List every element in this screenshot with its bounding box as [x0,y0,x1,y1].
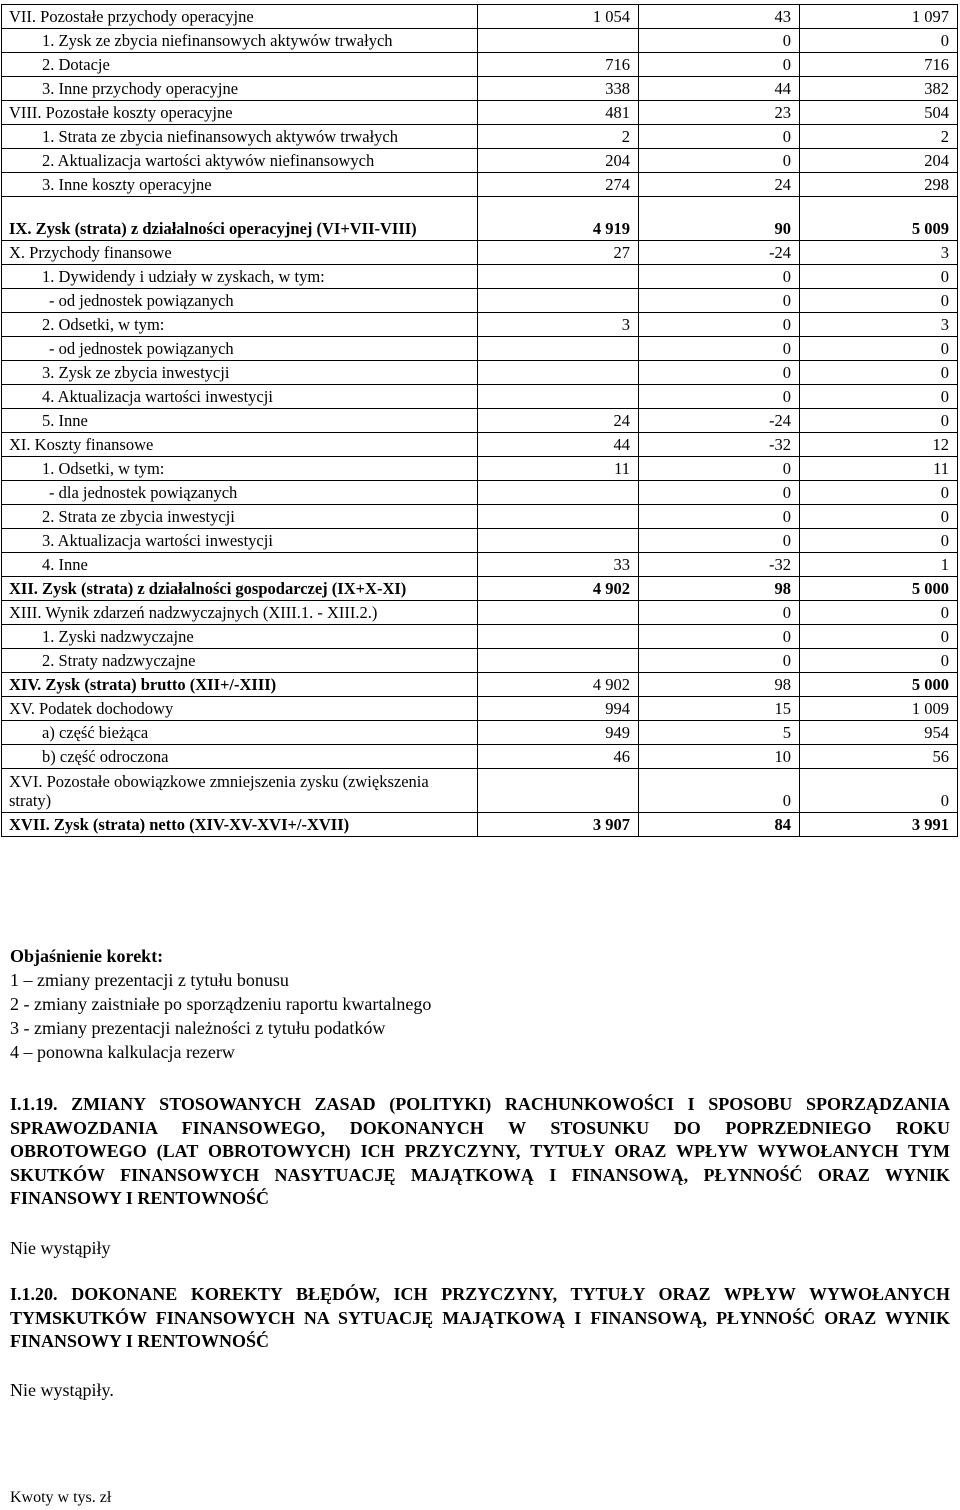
row-label: X. Przychody finansowe [2,241,478,265]
value-col-1: 338 [478,77,639,101]
value-col-1: 994 [478,697,639,721]
table-row [2,697,958,721]
table-row [2,813,958,837]
value-col-3: 0 [800,529,958,553]
value-col-1: 2 [478,125,639,149]
value-col-3: 0 [800,337,958,361]
value-col-3: 56 [800,745,958,769]
table-row [2,29,958,53]
value-col-1: 481 [478,101,639,125]
row-label: 1. Zyski nadzwyczajne [2,625,478,649]
note-item: 3 - zmiany prezentacji należności z tytułu podatków [10,1018,386,1038]
table-row [2,241,958,265]
row-label: - od jednostek powiązanych [2,337,478,361]
value-col-3: 298 [800,173,958,197]
table-row [2,409,958,433]
value-col-1: 4 902 [478,673,639,697]
value-col-2: -32 [639,553,800,577]
value-col-1 [478,625,639,649]
value-col-2: 0 [639,289,800,313]
row-label: 2. Odsetki, w tym: [2,313,478,337]
value-col-2: 0 [639,505,800,529]
table-row [2,721,958,745]
value-col-1: 44 [478,433,639,457]
value-col-3: 5 009 [800,197,958,241]
table-row [2,77,958,101]
row-label: b) część odroczona [2,745,478,769]
table-row [2,101,958,125]
value-col-1: 274 [478,173,639,197]
value-col-2: 0 [639,361,800,385]
value-col-3: 954 [800,721,958,745]
value-col-2: 5 [639,721,800,745]
row-label: XVI. Pozostałe obowiązkowe zmniejszenia zysku (zwiększenia straty) [2,769,478,813]
table-row [2,265,958,289]
row-label: 3. Zysk ze zbycia inwestycji [2,361,478,385]
row-label: 1. Strata ze zbycia niefinansowych aktywów trwałych [2,125,478,149]
value-col-1: 716 [478,53,639,77]
value-col-3: 5 000 [800,673,958,697]
value-col-3: 716 [800,53,958,77]
value-col-3: 0 [800,769,958,813]
value-col-2: -24 [639,241,800,265]
value-col-2: 10 [639,745,800,769]
value-col-1: 4 919 [478,197,639,241]
value-col-2: 0 [639,625,800,649]
table-row [2,125,958,149]
value-col-3: 0 [800,649,958,673]
value-col-1: 949 [478,721,639,745]
value-col-1 [478,769,639,813]
value-col-1: 4 902 [478,577,639,601]
note-item: 4 – ponowna kalkulacja rezerw [10,1042,235,1062]
value-col-2: 98 [639,577,800,601]
value-col-2: 44 [639,77,800,101]
table-row [2,457,958,481]
value-col-2: -24 [639,409,800,433]
row-label: - od jednostek powiązanych [2,289,478,313]
value-col-2: 0 [639,769,800,813]
value-col-3: 0 [800,409,958,433]
value-col-1 [478,29,639,53]
value-col-3: 0 [800,361,958,385]
row-label: - dla jednostek powiązanych [2,481,478,505]
note-item: 2 - zmiany zaistniałe po sporządzeniu raportu kwartalnego [10,994,432,1014]
table-row [2,745,958,769]
value-col-3: 1 009 [800,697,958,721]
row-label: XIII. Wynik zdarzeń nadzwyczajnych (XIII.1. - XIII.2.) [2,601,478,625]
table-row [2,601,958,625]
value-col-1 [478,529,639,553]
value-col-2: 0 [639,149,800,173]
table-row [2,361,958,385]
value-col-2: 23 [639,101,800,125]
value-col-3: 3 [800,241,958,265]
value-col-1 [478,361,639,385]
value-col-3: 504 [800,101,958,125]
table-row [2,5,958,29]
row-label: a) część bieżąca [2,721,478,745]
value-col-3: 0 [800,505,958,529]
value-col-3: 0 [800,385,958,409]
row-label: 1. Odsetki, w tym: [2,457,478,481]
value-col-2: 0 [639,29,800,53]
value-col-1 [478,505,639,529]
row-label: 2. Strata ze zbycia inwestycji [2,505,478,529]
value-col-1 [478,289,639,313]
table-row [2,53,958,77]
table-row [2,149,958,173]
row-label: 5. Inne [2,409,478,433]
value-col-1: 204 [478,149,639,173]
row-label: XIV. Zysk (strata) brutto (XII+/-XIII) [2,673,478,697]
value-col-3: 0 [800,289,958,313]
row-label: VII. Pozostałe przychody operacyjne [2,5,478,29]
row-label: 2. Aktualizacja wartości aktywów niefinansowych [2,149,478,173]
value-col-2: 0 [639,601,800,625]
table-row [2,769,958,813]
value-col-3: 3 [800,313,958,337]
notes-title: Objaśnienie korekt: [10,946,164,966]
table-row [2,313,958,337]
value-col-3: 0 [800,481,958,505]
row-label: VIII. Pozostałe koszty operacyjne [2,101,478,125]
value-col-3: 11 [800,457,958,481]
value-col-2: 15 [639,697,800,721]
row-label: 1. Dywidendy i udziały w zyskach, w tym: [2,265,478,289]
table-row [2,505,958,529]
value-col-1 [478,265,639,289]
row-label: IX. Zysk (strata) z działalności operacyjnej (VI+VII-VIII) [2,197,478,241]
value-col-2: 84 [639,813,800,837]
row-label: XVII. Zysk (strata) netto (XIV-XV-XVI+/-XVII) [2,813,478,837]
table-row [2,173,958,197]
value-col-3: 5 000 [800,577,958,601]
row-label: 1. Zysk ze zbycia niefinansowych aktywów trwałych [2,29,478,53]
value-col-1: 3 907 [478,813,639,837]
table-row [2,529,958,553]
value-col-2: 0 [639,313,800,337]
table-row [2,673,958,697]
section-1-19-body: Nie wystąpiły [10,1238,111,1258]
value-col-1: 1 054 [478,5,639,29]
value-col-2: 0 [639,481,800,505]
value-col-2: 24 [639,173,800,197]
value-col-1 [478,601,639,625]
value-col-3: 1 097 [800,5,958,29]
row-label: 4. Inne [2,553,478,577]
value-col-2: 0 [639,337,800,361]
table-row [2,553,958,577]
value-col-3: 2 [800,125,958,149]
row-label: 2. Dotacje [2,53,478,77]
section-1-19-heading: I.1.19. ZMIANY STOSOWANYCH ZASAD (POLITYKI) RACHUNKOWOŚCI I SPOSOBU SPORZĄDZANIA SPRAWOZDANIA FINANSOWEGO, DOKONANYCH W STOSUNKU DO POPRZEDNIEGO ROKU OBROTOWEGO (LAT OBROTOWYCH) ICH PRZYCZYNY, TYTUŁY ORAZ WPŁYW WYWOŁANYCH TYM SKUTKÓW FINANSOWYCH NASYTUACJĘ MAJĄTKOWĄ I FINANSOWĄ, PŁYNNOŚĆ ORAZ WYNIK FINANSOWY I RENTOWNOŚĆ [10,1094,950,1208]
table-row [2,385,958,409]
value-col-2: 0 [639,125,800,149]
value-col-3: 1 [800,553,958,577]
value-col-2: 0 [639,385,800,409]
value-col-3: 0 [800,601,958,625]
value-col-3: 0 [800,29,958,53]
value-col-1: 24 [478,409,639,433]
value-col-1: 33 [478,553,639,577]
currency-footer: Kwoty w tys. zł [10,1489,112,1506]
row-label: 2. Straty nadzwyczajne [2,649,478,673]
table-row [2,649,958,673]
row-label: 3. Inne przychody operacyjne [2,77,478,101]
value-col-2: 0 [639,529,800,553]
table-row [2,337,958,361]
value-col-1: 27 [478,241,639,265]
table-row [2,481,958,505]
value-col-2: 98 [639,673,800,697]
value-col-3: 382 [800,77,958,101]
financial-table [1,4,958,837]
value-col-2: 0 [639,649,800,673]
note-item: 1 – zmiany prezentacji z tytułu bonusu [10,970,289,990]
row-label: 3. Aktualizacja wartości inwestycji [2,529,478,553]
value-col-1 [478,385,639,409]
value-col-2: -32 [639,433,800,457]
row-label: XV. Podatek dochodowy [2,697,478,721]
table-row [2,289,958,313]
section-1-20-heading: I.1.20. DOKONANE KOREKTY BŁĘDÓW, ICH PRZYCZYNY, TYTUŁY ORAZ WPŁYW WYWOŁANYCH TYMSKUTKÓW FINANSOWYCH NA SYTUACJĘ MAJĄTKOWĄ I FINANSOWĄ, PŁYNNOŚĆ ORAZ WYNIK FINANSOWY I RENTOWNOŚĆ [10,1284,950,1351]
value-col-1 [478,649,639,673]
value-col-3: 0 [800,625,958,649]
value-col-1: 46 [478,745,639,769]
value-col-1 [478,337,639,361]
table-row [2,625,958,649]
table-row [2,433,958,457]
row-label: XI. Koszty finansowe [2,433,478,457]
value-col-2: 0 [639,457,800,481]
value-col-2: 43 [639,5,800,29]
value-col-3: 204 [800,149,958,173]
value-col-1 [478,481,639,505]
row-label: XII. Zysk (strata) z działalności gospodarczej (IX+X-XI) [2,577,478,601]
value-col-2: 90 [639,197,800,241]
value-col-2: 0 [639,265,800,289]
financial-table-body [2,5,958,837]
value-col-3: 12 [800,433,958,457]
row-label: 4. Aktualizacja wartości inwestycji [2,385,478,409]
value-col-1: 3 [478,313,639,337]
value-col-3: 3 991 [800,813,958,837]
value-col-2: 0 [639,53,800,77]
value-col-1: 11 [478,457,639,481]
table-row [2,577,958,601]
corrections-notes [10,944,950,1064]
value-col-3: 0 [800,265,958,289]
table-row [2,197,958,241]
section-1-20-body: Nie wystąpiły. [10,1380,114,1400]
row-label: 3. Inne koszty operacyjne [2,173,478,197]
